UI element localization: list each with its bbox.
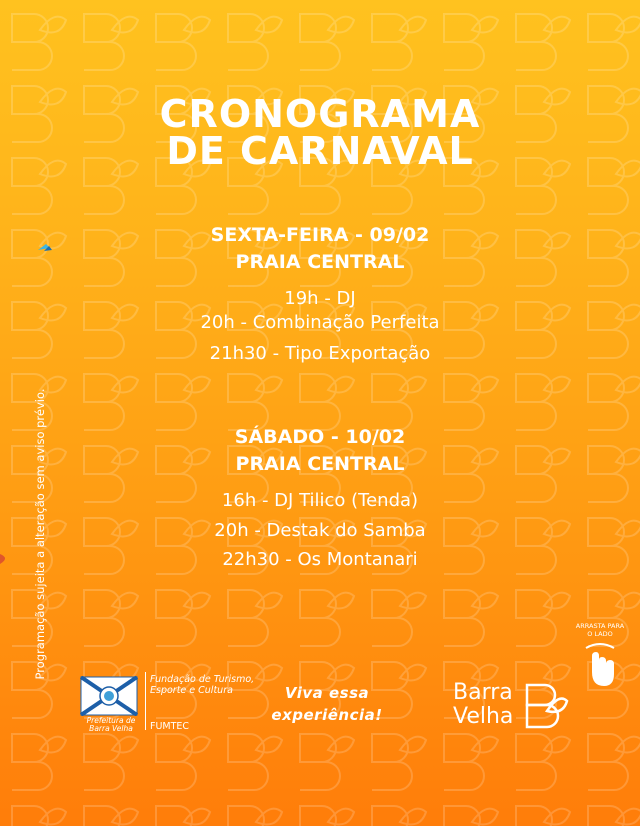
- event-item: 19h - DJ: [284, 288, 356, 309]
- barra-velha-logo-icon: [523, 681, 569, 729]
- decorative-edge-icon: [0, 552, 12, 566]
- slogan: [262, 682, 392, 726]
- page-title-line1: CRONOGRAMA: [159, 92, 481, 136]
- day-location-1: PRAIA CENTRAL: [235, 251, 405, 273]
- fumtec-full-name: Fundação de Turismo, Esporte e Cultura: [150, 674, 255, 696]
- event-item: 16h - DJ Tilico (Tenda): [221, 490, 419, 511]
- swipe-hint: ARRASTA PARA O LADO: [575, 622, 625, 638]
- brand-line1: Barra: [453, 680, 513, 705]
- prefeitura-label: Prefeitura de Barra Velha: [86, 716, 136, 733]
- slogan-line1: Viva essa: [284, 684, 370, 702]
- event-item: 21h30 - Tipo Exportação: [209, 343, 431, 364]
- day-location-2: PRAIA CENTRAL: [235, 453, 405, 475]
- brand-line2: Velha: [453, 704, 514, 729]
- brand-name: [453, 681, 513, 729]
- event-item: 22h30 - Os Montanari: [222, 549, 418, 570]
- swipe-hand-icon: [582, 640, 618, 690]
- fumtec-acronym: FUMTEC: [150, 721, 190, 732]
- decorative-fragment-icon: [38, 242, 52, 252]
- event-item: 20h - Combinação Perfeita: [200, 312, 440, 333]
- day-heading-1: SEXTA-FEIRA - 09/02: [210, 224, 430, 246]
- prefeitura-flag-icon: [80, 676, 138, 716]
- disclaimer-note: Programação sujeita a alteração sem aviso prévio.: [33, 388, 47, 680]
- page-title-line2: DE CARNAVAL: [166, 129, 474, 173]
- slogan-line2: experiência!: [271, 706, 383, 724]
- day-heading-2: SÁBADO - 10/02: [234, 426, 406, 448]
- footer-divider: [145, 672, 146, 730]
- event-item: 20h - Destak do Samba: [214, 520, 426, 541]
